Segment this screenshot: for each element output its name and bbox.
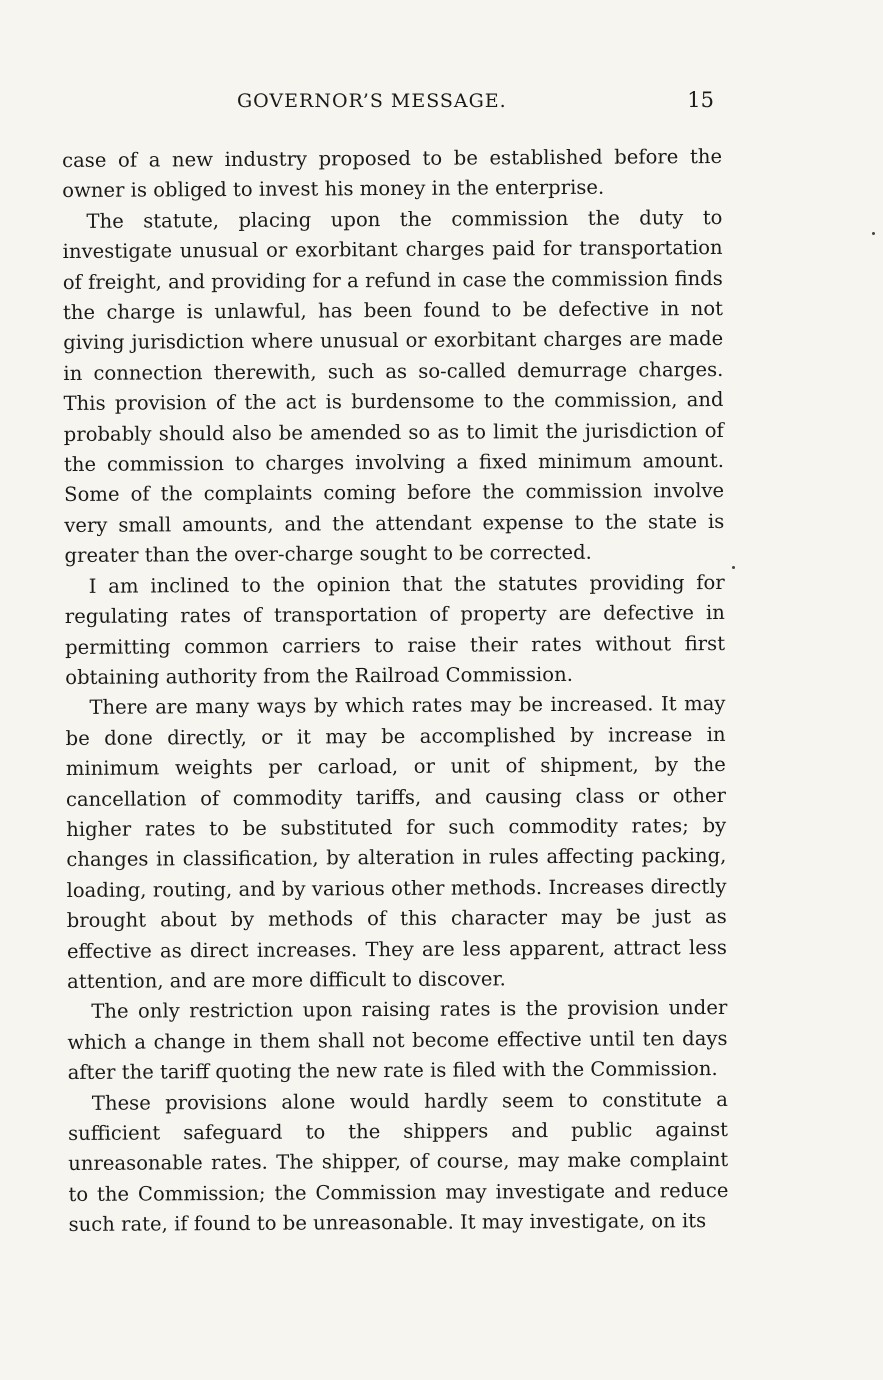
paragraph-restriction: The only restriction upon raising rates is the provision under which a change in them shall not become effective until ten days after the tariff quoting the new rate is filed with the Commission. xyxy=(67,996,728,1085)
running-title: GOVERNOR’S MESSAGE. xyxy=(237,90,507,112)
body-text xyxy=(62,142,729,1241)
paragraph-opinion: I am inclined to the opinion that the statutes providing for regulating rates of transportation of property are defective in permitting common carriers to raise their rates without first obtaining authority from the Railroad Commission. xyxy=(64,570,726,689)
paragraph-statute-refund: The statute, placing upon the commission the duty to investigate unusual or exorbitant charges paid for transportation of freight, and providing for a refund in case the commission finds the charge is unlawful, has been found to be defective in not giving jurisdiction where unusual or exorbitant charges are made in connection therewith, such as so-called demurrage charges. This provision of the act is burdensome to the commission, and probably should also be amended so as to limit the jurisdiction of the commission to charges involving a fixed minimum amount. Some of the complaints coming before the commission involve very small amounts, and the attendant expense to the state is greater than the over-charge sought to be corrected. xyxy=(62,205,725,568)
margin-speck xyxy=(732,566,735,569)
running-head xyxy=(62,90,722,120)
paragraph-safeguard: These provisions alone would hardly seem to constitute a sufficient safeguard to the shippers and public against unreasonable rates. The shipper, of course, may make complaint to the Commission; the Commission may investigate and reduce such rate, if found to be unreasonable. It may investigate, on its xyxy=(67,1087,729,1237)
margin-speck xyxy=(872,232,875,235)
paragraph-rate-increases: There are many ways by which rates may be increased. It may be done directly, or it may be accomplished by increase in minimum weights per carload, or unit of shipment, by the cancellation of commodity tariffs, and causing class or other higher rates to be substituted for such commodity rates; by changes in classification, by alteration in rules affecting packing, loading, routing, and by various other methods. Increases directly brought about by methods of this character may be just as effective as direct increases. They are less apparent, attract less attention, and are more difficult to discover. xyxy=(65,692,727,993)
page-number: 15 xyxy=(687,88,714,112)
paragraph-continued: case of a new industry proposed to be established before the owner is obliged to invest his money in the enterprise. xyxy=(62,144,723,203)
